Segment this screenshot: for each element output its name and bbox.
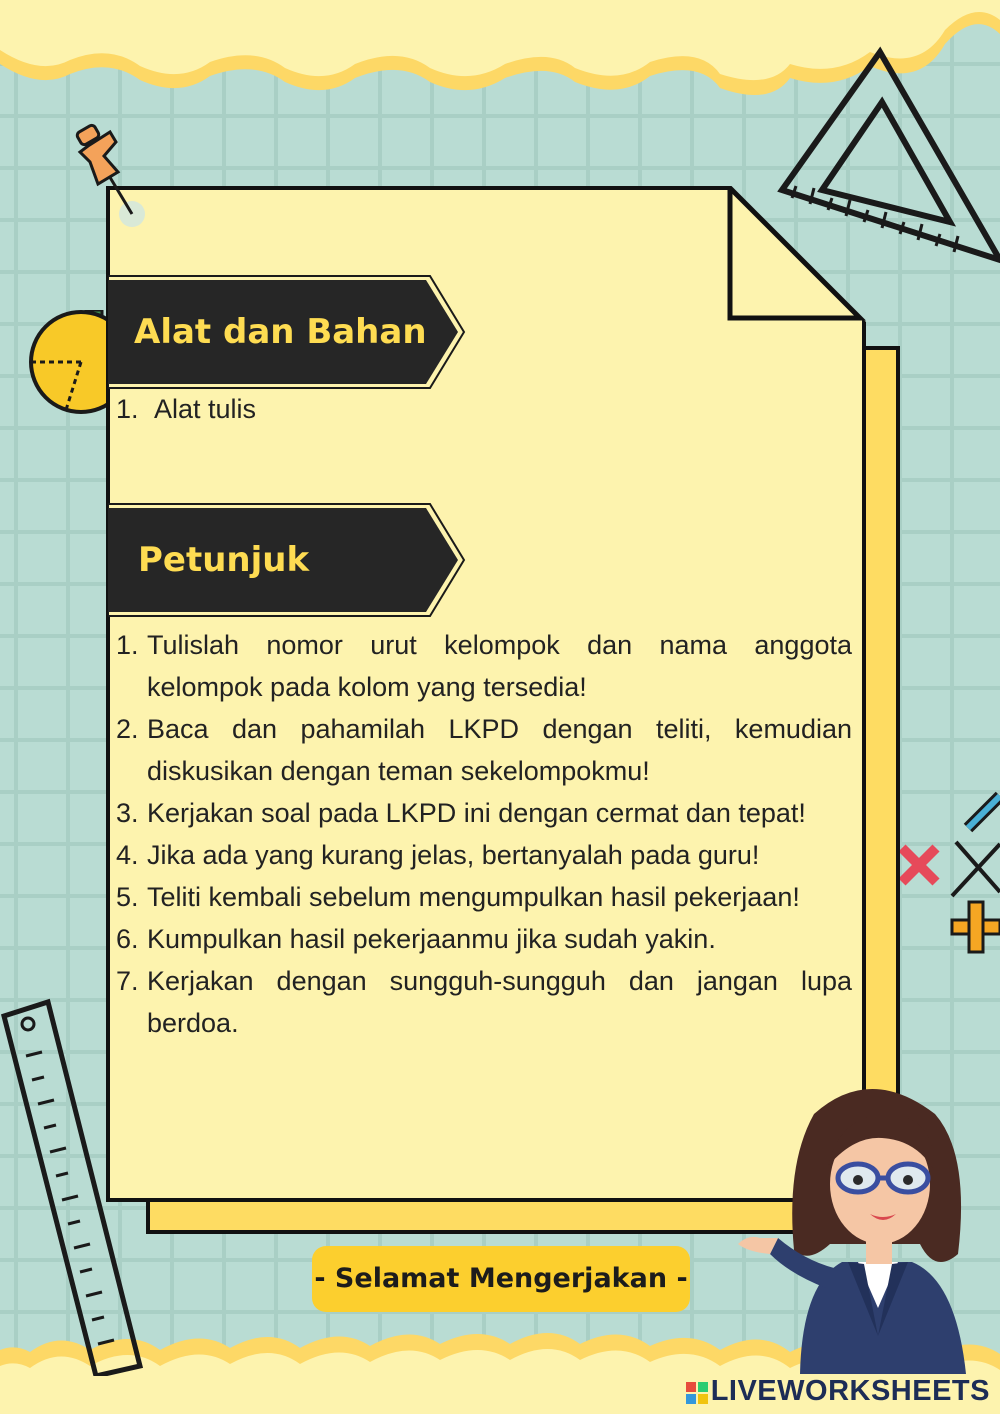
list-item-text: Jika ada yang kurang jelas, bertanyalah pada guru! (147, 840, 760, 870)
list-item-number: 1. (116, 394, 139, 424)
math-symbols-icon (890, 780, 1000, 960)
instructions-heading-banner (108, 502, 466, 618)
list-item-text: Kerjakan dengan sungguh-sungguh dan jangan lupa berdoa. (147, 966, 852, 1038)
push-pin-icon (74, 122, 154, 232)
instructions-list (116, 624, 852, 1044)
list-item-number: 2. (116, 714, 139, 744)
list-item (116, 624, 852, 708)
list-item (116, 394, 852, 425)
list-item-number: 4. (116, 840, 139, 870)
list-item (116, 918, 852, 960)
brand-logo-text[interactable]: LIVEWORKSHEETS (710, 1375, 990, 1407)
greeting-pill: - Selamat Mengerjakan - (312, 1246, 690, 1312)
teacher-illustration (730, 1074, 1000, 1374)
list-item-number: 6. (116, 924, 139, 954)
list-item (116, 834, 852, 876)
instructions-heading: Petunjuk (138, 540, 310, 580)
list-item-number: 1. (116, 630, 139, 660)
list-item (116, 876, 852, 918)
list-item-text: Teliti kembali sebelum mengumpulkan hasil pekerjaan! (147, 882, 800, 912)
list-item-text: Kerjakan soal pada LKPD ini dengan cermat dan tepat! (147, 798, 806, 828)
liveworksheets-logo-icon (686, 1382, 708, 1404)
list-item (116, 792, 852, 834)
pie-chart-icon (26, 310, 116, 420)
list-item-number: 7. (116, 966, 139, 996)
list-item-number: 5. (116, 882, 139, 912)
paper-fold-corner (726, 186, 866, 326)
list-item-text: Tulislah nomor urut kelompok dan nama anggota kelompok pada kolom yang tersedia! (147, 630, 852, 702)
list-item-text: Kumpulkan hasil pekerjaanmu jika sudah yakin. (147, 924, 716, 954)
list-item (116, 960, 852, 1044)
materials-list (116, 394, 852, 425)
list-item-text: Alat tulis (154, 394, 257, 424)
list-item-number: 3. (116, 798, 139, 828)
list-item (116, 708, 852, 792)
list-item-text: Baca dan pahamilah LKPD dengan teliti, kemudian diskusikan dengan teman sekelompokmu! (147, 714, 852, 786)
materials-heading-banner (108, 274, 466, 390)
materials-heading: Alat dan Bahan (134, 312, 427, 352)
